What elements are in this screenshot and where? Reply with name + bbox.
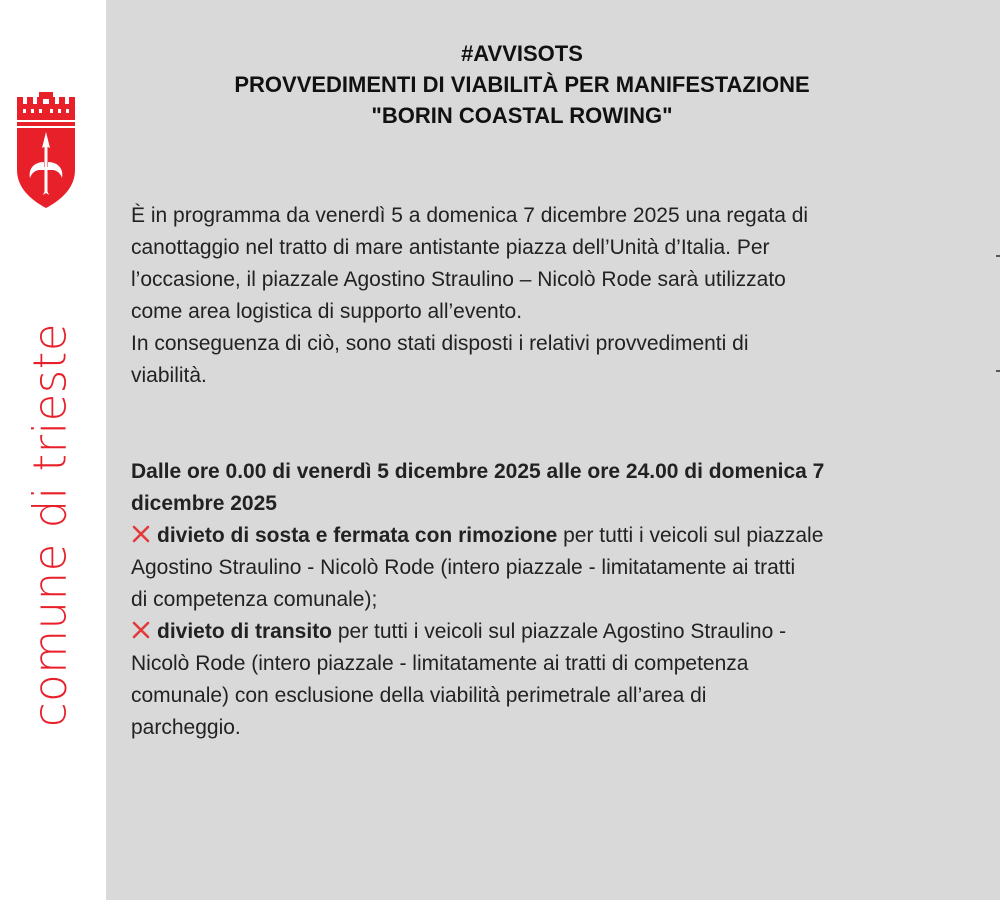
brand-name: comune di trieste: [23, 322, 77, 728]
intro-line: In conseguenza di ciò, sono stati disposti i relativi provvedimenti di: [131, 332, 749, 355]
intro-line: come area logistica di supporto all’evento.: [131, 300, 523, 323]
intro-line: viabilità.: [131, 364, 207, 387]
rule-title: divieto di sosta e fermata con rimozione: [157, 524, 558, 547]
intro-text: [131, 200, 951, 392]
cross-icon: [131, 524, 151, 544]
edge-mark: [996, 370, 1000, 372]
intro-line: l’occasione, il piazzale Agostino Straulino – Nicolò Rode sarà utilizzato: [131, 268, 786, 291]
sidebar: [0, 0, 106, 900]
period-line: dicembre 2025: [131, 492, 277, 515]
intro-line: È in programma da venerdì 5 a domenica 7 dicembre 2025 una regata di: [131, 204, 809, 227]
period-line: Dalle ore 0.00 di venerdì 5 dicembre 2025 alle ore 24.00 di domenica 7: [131, 460, 825, 483]
event-name: "BORIN COASTAL ROWING": [371, 103, 673, 128]
trieste-crest-icon: [15, 92, 77, 210]
rule-text-line: Nicolò Rode (intero piazzale - limitatamente ai tratti di competenza: [131, 652, 749, 675]
rule-text: per tutti i veicoli sul piazzale Agostino Straulino -: [332, 620, 787, 643]
rule-text-line: parcheggio.: [131, 716, 241, 739]
rule-title: divieto di transito: [157, 620, 333, 643]
traffic-rules: [131, 456, 951, 744]
rule-text: per tutti i veicoli sul piazzale: [557, 524, 824, 547]
edge-mark: [996, 255, 1000, 257]
rule-text-line: Agostino Straulino - Nicolò Rode (intero piazzale - limitatamente ai tratti: [131, 556, 796, 579]
intro-line: canottaggio nel tratto di mare antistante piazza dell’Unità d’Italia. Per: [131, 236, 770, 259]
notice-heading: [106, 38, 938, 131]
hashtag: #AVVISOTS: [461, 41, 583, 66]
rule-item: [131, 520, 951, 552]
rule-text-line: comunale) con esclusione della viabilità perimetrale all’area di: [131, 684, 707, 707]
rule-item: [131, 616, 951, 648]
rule-text-line: di competenza comunale);: [131, 588, 378, 611]
cross-icon: [131, 620, 151, 640]
notice-panel: [106, 0, 1000, 900]
notice-title: PROVVEDIMENTI DI VIABILITÀ PER MANIFESTAZIONE: [234, 72, 810, 97]
